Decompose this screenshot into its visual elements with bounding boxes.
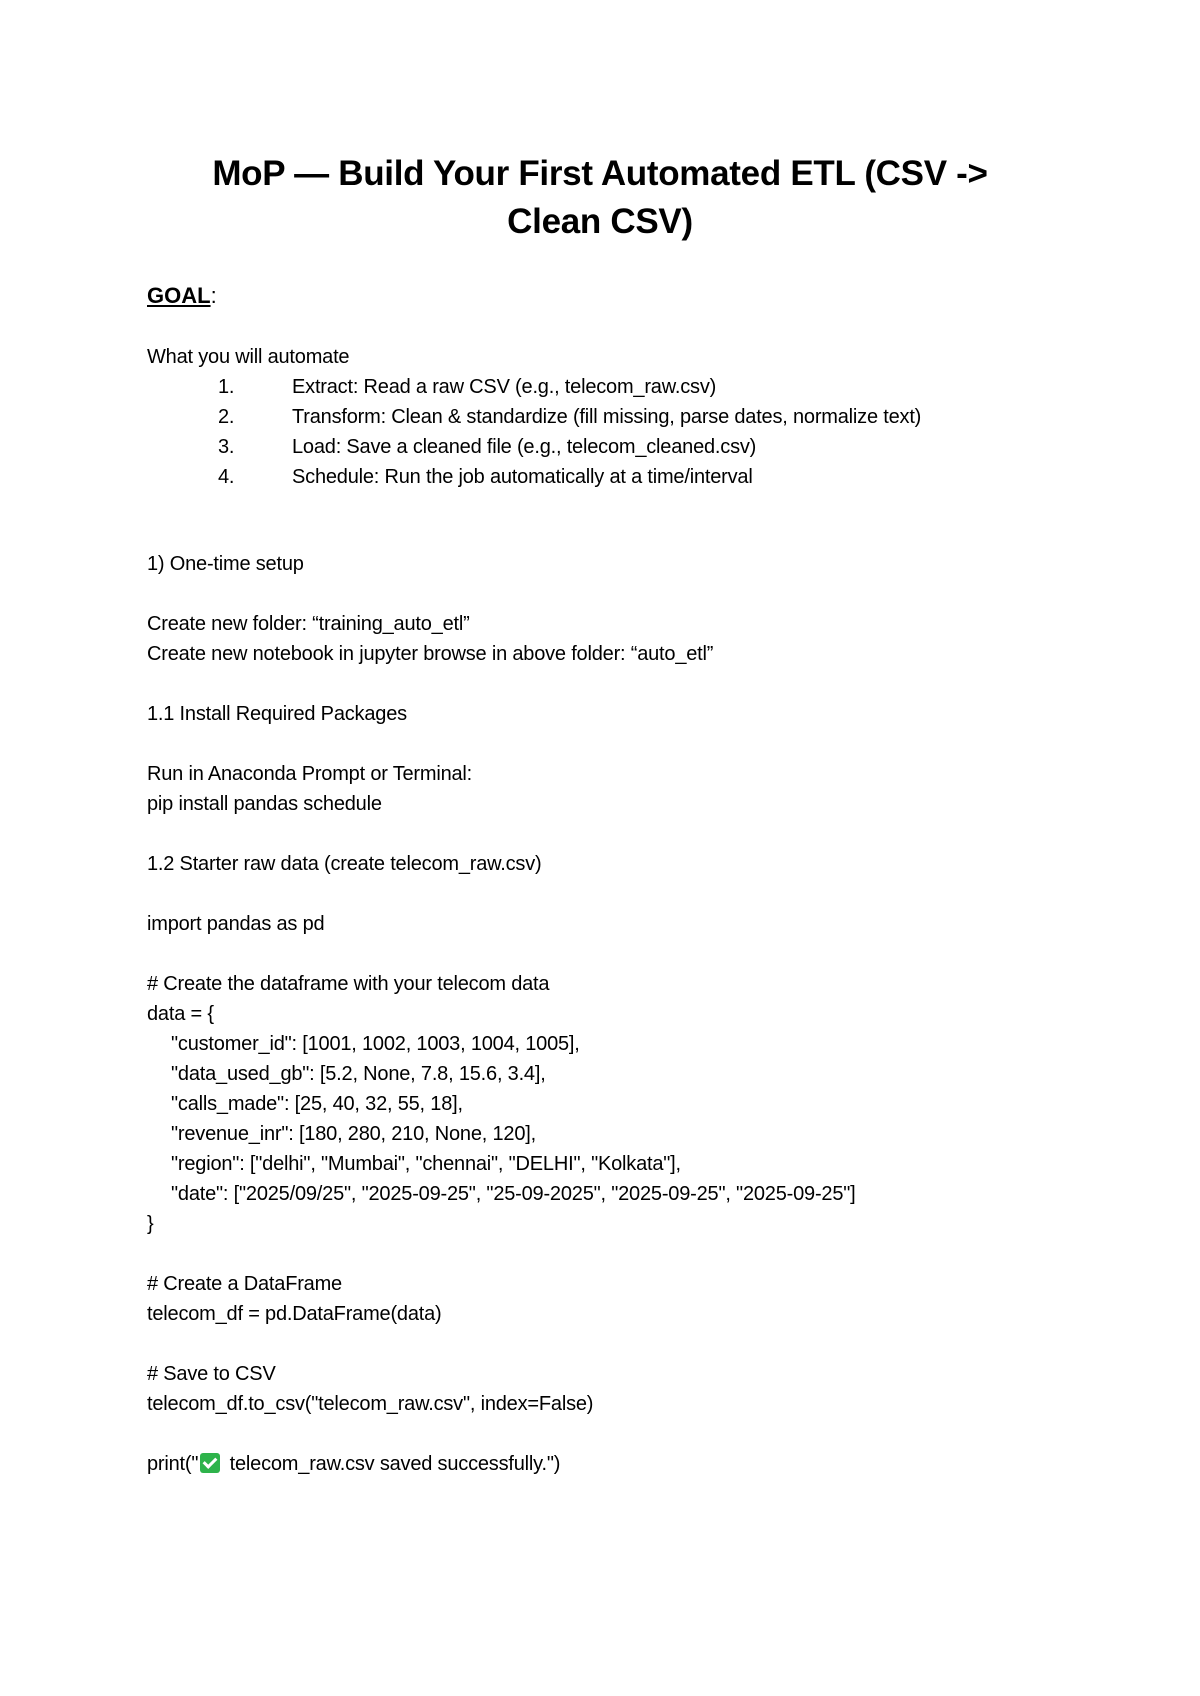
code-import: import pandas as pd — [147, 913, 325, 935]
list-item — [218, 403, 921, 431]
code-print — [147, 1450, 560, 1478]
goal-label: GOAL — [147, 283, 211, 308]
section-heading-setup: 1) One-time setup — [147, 553, 304, 575]
code-save: telecom_df.to_csv("telecom_raw.csv", index=False) — [147, 1393, 594, 1415]
code-comment: # Save to CSV — [147, 1363, 276, 1385]
list-item — [218, 463, 753, 491]
notebook-instruction: Create new notebook in jupyter browse in above folder: “auto_etl” — [147, 643, 714, 665]
list-number: 1. — [218, 376, 235, 398]
goal-heading — [147, 281, 217, 311]
run-instruction: Run in Anaconda Prompt or Terminal: — [147, 763, 473, 785]
code-data-close: } — [147, 1213, 154, 1235]
list-text: Schedule: Run the job automatically at a time/interval — [292, 466, 753, 488]
section-heading-install: 1.1 Install Required Packages — [147, 703, 407, 725]
list-text: Extract: Read a raw CSV (e.g., telecom_raw.csv) — [292, 376, 717, 398]
intro-text: What you will automate — [147, 346, 350, 368]
section-heading-starter: 1.2 Starter raw data (create telecom_raw.csv) — [147, 853, 542, 875]
title-line-1: MoP — Build Your First Automated ETL (CSV -> — [212, 154, 988, 193]
list-item — [218, 373, 716, 401]
list-text: Transform: Clean & standardize (fill missing, parse dates, normalize text) — [292, 406, 922, 428]
code-comment: # Create a DataFrame — [147, 1273, 342, 1295]
code-data-open: data = { — [147, 1003, 214, 1025]
list-text: Load: Save a cleaned file (e.g., telecom_cleaned.csv) — [292, 436, 757, 458]
document-title — [180, 150, 1020, 246]
code-data-line: "calls_made": [25, 40, 32, 55, 18], — [171, 1093, 463, 1115]
pip-command: pip install pandas schedule — [147, 793, 382, 815]
folder-instruction: Create new folder: “training_auto_etl” — [147, 613, 470, 635]
code-dataframe: telecom_df = pd.DataFrame(data) — [147, 1303, 442, 1325]
code-data-line: "data_used_gb": [5.2, None, 7.8, 15.6, 3.4], — [171, 1063, 546, 1085]
code-data-line: "date": ["2025/09/25", "2025-09-25", "25-09-2025", "2025-09-25", "2025-09-25"] — [171, 1183, 856, 1205]
goal-colon: : — [210, 283, 217, 308]
code-data-line: "customer_id": [1001, 1002, 1003, 1004, 1005], — [171, 1033, 580, 1055]
print-suffix: telecom_raw.csv saved successfully.") — [224, 1453, 561, 1475]
code-data-line: "revenue_inr": [180, 280, 210, None, 120], — [171, 1123, 536, 1145]
list-item — [218, 433, 756, 461]
code-data-line: "region": ["delhi", "Mumbai", "chennai", "DELHI", "Kolkata"], — [171, 1153, 681, 1175]
code-comment: # Create the dataframe with your telecom data — [147, 973, 550, 995]
check-mark-icon — [200, 1453, 220, 1473]
print-prefix: print(" — [147, 1453, 199, 1475]
title-line-2: Clean CSV) — [507, 202, 693, 241]
list-number: 4. — [218, 466, 235, 488]
list-number: 3. — [218, 436, 235, 458]
list-number: 2. — [218, 406, 235, 428]
